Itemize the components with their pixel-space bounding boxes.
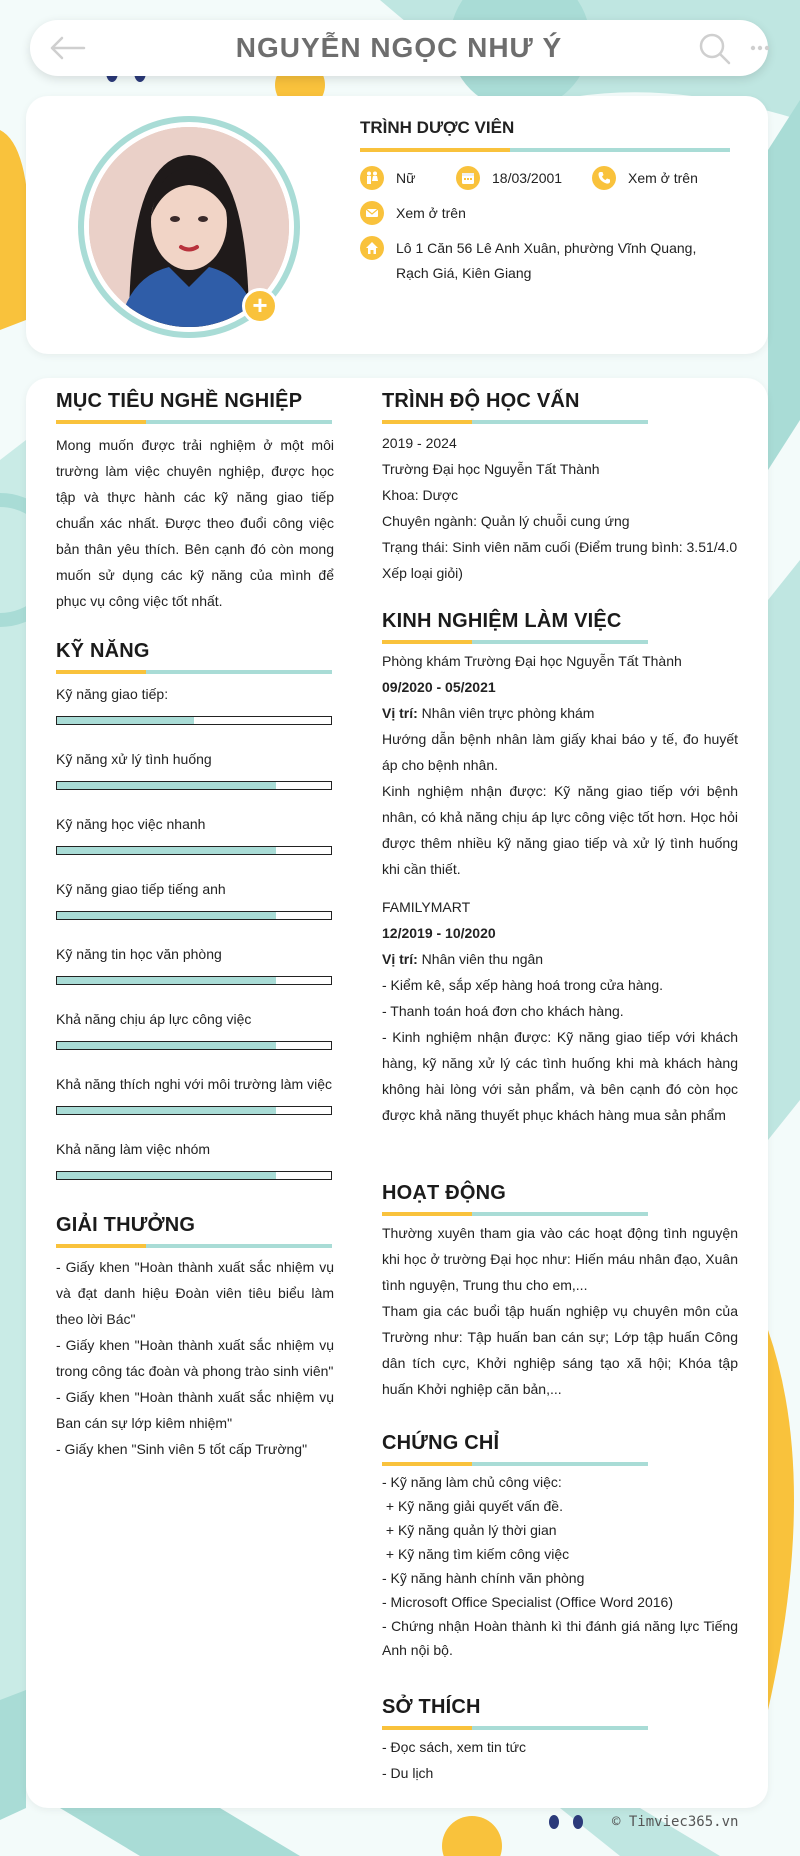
skill-bar-fill	[57, 717, 194, 724]
award-item: - Giấy khen "Hoàn thành xuất sắc nhiệm vụ trong công tác đoàn và phong trào sinh viên"	[56, 1337, 334, 1379]
skill-label: Khả năng thích nghi với môi trường làm việc	[56, 1076, 332, 1092]
education-title: TRÌNH ĐỘ HỌC VẤN	[382, 390, 580, 412]
objective-underline	[56, 420, 332, 424]
skill-label: Kỹ năng giao tiếp:	[56, 686, 169, 702]
education-major: Chuyên ngành: Quản lý chuỗi cung ứng	[382, 513, 630, 529]
skill-bar	[56, 1106, 332, 1115]
activity-paragraph: Thường xuyên tham gia vào các hoạt động tình nguyện khi học ở trường Đại học như: Hiến máu nhân đạo, Xuân tình nguyện, Trung thu cho em,...	[382, 1225, 738, 1293]
dob-value: 18/03/2001	[492, 170, 563, 186]
certificates-title: CHỨNG CHỈ	[382, 1432, 500, 1454]
skill-bar-fill	[57, 977, 276, 984]
hobbies-title: SỞ THÍCH	[382, 1696, 481, 1718]
job-detail: - Thanh toán hoá đơn cho khách hàng.	[382, 1003, 624, 1019]
job-detail: - Kiểm kê, sắp xếp hàng hoá trong cửa hàng.	[382, 977, 663, 993]
education-details	[382, 430, 752, 586]
skill-bar-fill	[57, 912, 276, 919]
search-icon[interactable]	[698, 32, 732, 66]
skill-label: Khả năng làm việc nhóm	[56, 1141, 211, 1157]
education-status: Trạng thái: Sinh viên năm cuối (Điểm trung bình: 3.51/4.0	[382, 539, 738, 555]
education-rank: Xếp loại giỏi)	[382, 565, 463, 581]
hobby-item: - Du lịch	[382, 1765, 434, 1781]
experience-underline	[382, 640, 648, 644]
name-header-bar	[30, 20, 768, 76]
email-info	[360, 201, 466, 226]
experience-title: KINH NGHIỆM LÀM VIỆC	[382, 610, 622, 632]
skill-bar	[56, 1041, 332, 1050]
objective-title: MỤC TIÊU NGHỀ NGHIỆP	[56, 390, 303, 412]
job-role-label: Vị trí:	[382, 951, 418, 967]
gender-icon	[360, 166, 384, 190]
candidate-name: NGUYỄN NGỌC NHƯ Ý	[235, 32, 563, 63]
objective-text: Mong muốn được trải nghiệm ở một môi trường làm việc chuyên nghiệp, được học tập và thực hành các kỹ năng giao tiếp chuẩn xác nhất. Được theo đuổi công việc bản thân yêu thích. Bên cạnh đó còn mong muốn sử dụng các kỹ năng của mình để phục vụ công việc tốt nhất.	[56, 437, 334, 609]
address-value: Lô 1 Căn 56 Lê Anh Xuân, phường Vĩnh Quang, Rạch Giá, Kiên Giang	[396, 240, 697, 281]
skill-bar-fill	[57, 1107, 276, 1114]
job-detail: Hướng dẫn bệnh nhân làm giấy khai báo y tế, đo huyết áp cho bệnh nhân.	[382, 731, 738, 773]
award-item: - Giấy khen "Sinh viên 5 tốt cấp Trường"	[56, 1441, 308, 1457]
dob-info	[456, 166, 562, 191]
job-title: TRÌNH DƯỢC VIÊN	[360, 118, 515, 137]
hobbies-list	[382, 1734, 738, 1786]
job-company: FAMILYMART	[382, 899, 471, 915]
awards-title: GIẢI THƯỞNG	[56, 1214, 196, 1236]
profile-card	[26, 96, 768, 354]
hobby-item: - Đọc sách, xem tin tức	[382, 1739, 526, 1755]
certificate-item: - Microsoft Office Specialist (Office Word 2016)	[382, 1594, 673, 1610]
skill-bar	[56, 781, 332, 790]
experience-job-2	[382, 894, 738, 1128]
certificate-item: + Kỹ năng giải quyết vấn đề.	[382, 1498, 563, 1514]
email-value: Xem ở trên	[396, 205, 466, 221]
back-arrow-icon[interactable]	[48, 34, 88, 62]
phone-info	[592, 166, 698, 191]
activities-text	[382, 1220, 738, 1402]
job-role-value: Nhân viên trực phòng khám	[417, 705, 595, 721]
phone-icon	[592, 166, 616, 190]
certificates-underline	[382, 1462, 648, 1466]
award-item: - Giấy khen "Hoàn thành xuất sắc nhiệm vụ Ban cán sự lớp kiêm nhiệm"	[56, 1389, 334, 1431]
phone-value: Xem ở trên	[628, 170, 698, 186]
skill-bar	[56, 1171, 332, 1180]
skill-bar-fill	[57, 1172, 276, 1179]
activities-underline	[382, 1212, 648, 1216]
more-icon[interactable]	[750, 44, 770, 52]
certificates-list	[382, 1470, 738, 1662]
job-role-label: Vị trí:	[382, 705, 418, 721]
skill-bar-fill	[57, 1042, 276, 1049]
skill-label: Khả năng chịu áp lực công việc	[56, 1011, 252, 1027]
skill-bar	[56, 911, 332, 920]
job-period: 12/2019 - 10/2020	[382, 925, 496, 941]
calendar-icon	[456, 166, 480, 190]
awards-list	[56, 1254, 334, 1462]
activities-title: HOẠT ĐỘNG	[382, 1182, 507, 1204]
experience-job-1	[382, 648, 738, 882]
certificate-item: - Kỹ năng làm chủ công việc:	[382, 1474, 562, 1490]
skills-underline	[56, 670, 332, 674]
job-role-value: Nhân viên thu ngân	[417, 951, 544, 967]
address-info	[360, 236, 720, 286]
skill-bar	[56, 846, 332, 855]
resume-body-card	[26, 378, 768, 1808]
education-school: Trường Đại học Nguyễn Tất Thành	[382, 461, 600, 477]
activity-paragraph: Tham gia các buổi tập huấn nghiệp vụ chuyên môn của Trường như: Tập huấn ban cán sự; Lớp tập huấn Công dân tích cực, Khởi nghiệp sáng tạo xã hội; Khóa tập huấn Khởi nghiệp căn bản,...	[382, 1303, 738, 1397]
job-company: Phòng khám Trường Đại học Nguyễn Tất Thành	[382, 653, 682, 669]
education-underline	[382, 420, 648, 424]
add-photo-button[interactable]: +	[242, 288, 278, 324]
gender-info	[360, 166, 415, 191]
skill-label: Kỹ năng xử lý tình huống	[56, 751, 212, 767]
gender-value: Nữ	[396, 170, 416, 186]
job-detail: Kinh nghiệm nhận được: Kỹ năng giao tiếp với bệnh nhân, có khả năng chịu áp lực công việc tốt hơn. Học hỏi được thêm nhiều kỹ năng giao tiếp và xử lý tình huống khi cần thiết.	[382, 783, 738, 877]
copyright-watermark: © Timviec365.vn	[612, 1814, 739, 1830]
skill-label: Kỹ năng giao tiếp tiếng anh	[56, 881, 226, 897]
certificate-item: + Kỹ năng quản lý thời gian	[382, 1522, 557, 1538]
education-period: 2019 - 2024	[382, 435, 457, 451]
skill-bar	[56, 716, 332, 725]
award-item: - Giấy khen "Hoàn thành xuất sắc nhiệm vụ và đạt danh hiệu Đoàn viên tiêu biểu làm theo lời Bác"	[56, 1259, 334, 1327]
skill-bar	[56, 976, 332, 985]
decorative-dots-icon	[546, 1814, 586, 1830]
certificate-item: + Kỹ năng tìm kiếm công việc	[382, 1546, 570, 1562]
skill-bar-fill	[57, 847, 276, 854]
email-icon	[360, 201, 384, 225]
certificate-item: - Chứng nhận Hoàn thành kì thi đánh giá năng lực Tiếng Anh nội bộ.	[382, 1618, 738, 1658]
job-role	[382, 700, 738, 726]
skills-title: KỸ NĂNG	[56, 640, 150, 662]
hobbies-underline	[382, 1726, 648, 1730]
skill-label: Kỹ năng học việc nhanh	[56, 816, 206, 832]
skill-bar-fill	[57, 782, 276, 789]
home-icon	[360, 236, 384, 260]
certificate-item: - Kỹ năng hành chính văn phòng	[382, 1570, 585, 1586]
job-title-underline	[360, 148, 730, 152]
education-faculty: Khoa: Dược	[382, 487, 459, 503]
job-role	[382, 946, 738, 972]
job-period: 09/2020 - 05/2021	[382, 679, 496, 695]
skill-label: Kỹ năng tin học văn phòng	[56, 946, 222, 962]
awards-underline	[56, 1244, 332, 1248]
job-detail: - Kinh nghiệm nhận được: Kỹ năng giao tiếp với khách hàng, kỹ năng xử lý các tình huống khi mà khách hàng không hài lòng với sản phẩm, và bên cạnh đó còn học được khả năng thuyết phục khách hàng mua sản phẩm	[382, 1029, 738, 1123]
